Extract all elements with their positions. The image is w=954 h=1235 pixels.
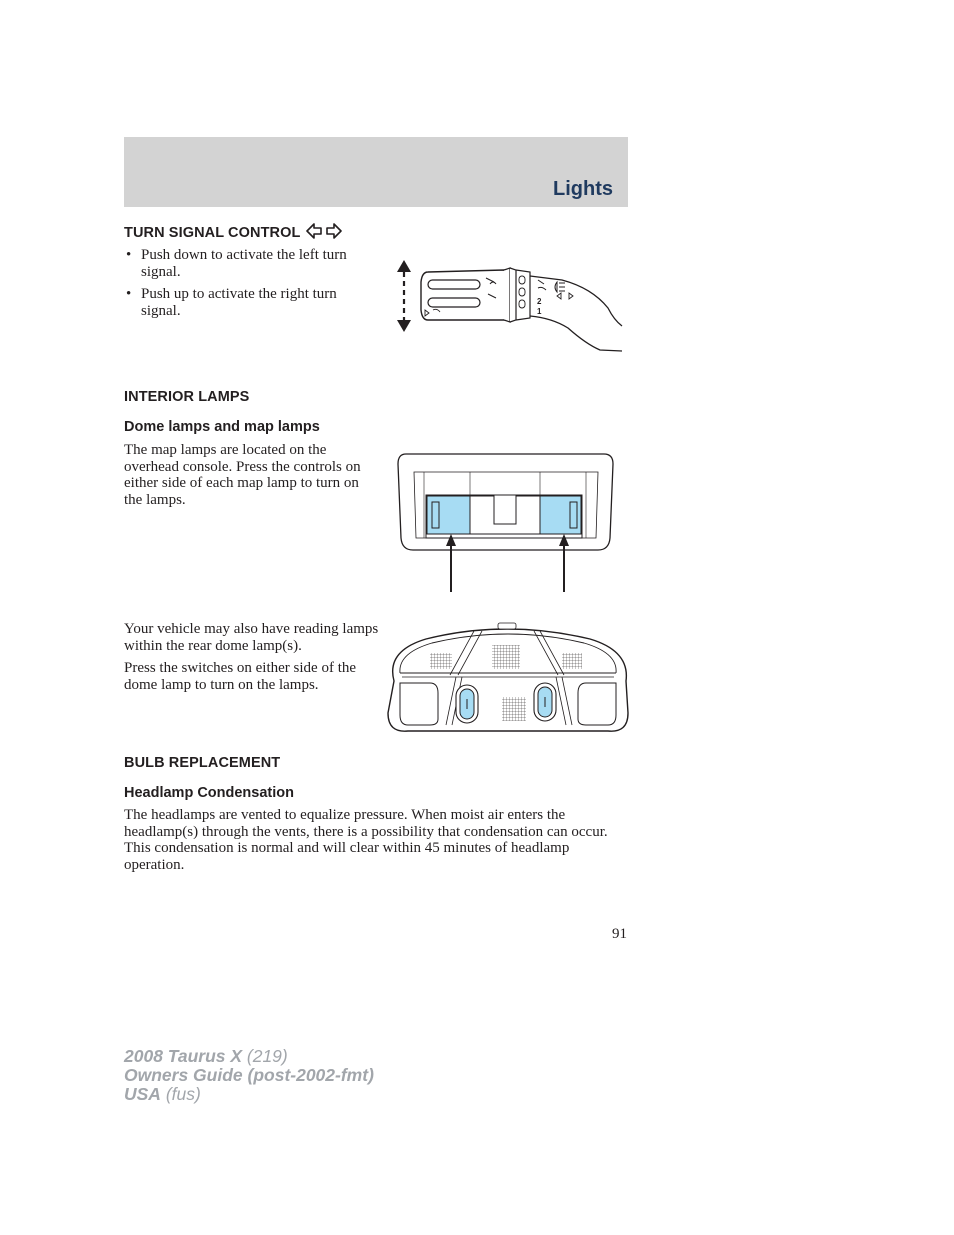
dome-switch-left [456,685,478,723]
headlamp-condensation-paragraph: The headlamps are vented to equalize pressure. When moist air enters the headlamp(s) through the vents, there is a possibility that condensation can occur. This condensation is normal and will clear within 45 minutes of headlamp operation. [124,807,608,873]
interior-lamps-heading: INTERIOR LAMPS [124,389,250,405]
footer-line-2: Owners Guide (post-2002-fmt) [124,1065,374,1085]
document-footer [124,1047,374,1104]
stalk-label-1: 1 [537,307,542,316]
rear-dome-lamp-illustration [386,621,630,735]
headlamp-flash-icon [555,282,573,299]
footer-line-1 [124,1047,374,1066]
reading-lamps-paragraph: Your vehicle may also have reading lamps within the rear dome lamp(s). [124,621,379,654]
turn-signal-heading-text: TURN SIGNAL CONTROL [124,225,301,241]
list-item: • Push up to activate the right turn signal. [124,286,379,319]
bulb-replacement-heading: BULB REPLACEMENT [124,755,281,771]
headlamp-condensation-subheading: Headlamp Condensation [124,785,294,801]
dome-switch-right [534,683,556,721]
up-down-arrow-icon [397,260,411,332]
turn-signal-heading [124,222,342,241]
footer-model-code: (219) [242,1046,288,1066]
footer-line-3 [124,1085,374,1104]
section-header-band [124,137,628,207]
overhead-console-illustration [396,452,615,594]
footer-model: 2008 Taurus X [124,1046,243,1066]
section-title: Lights [553,178,613,200]
turn-signal-list [124,247,379,325]
list-item: • Push down to activate the left turn signal. [124,247,379,280]
turn-signal-stalk-illustration [392,258,628,358]
footer-market: USA [124,1084,161,1104]
turn-signal-arrows-icon [306,222,342,240]
page-number: 91 [612,926,627,942]
stalk-label-2: 2 [537,297,542,306]
map-lamps-paragraph: The map lamps are located on the overhead console. Press the controls on either side of each map lamp to turn on the lamps. [124,442,361,508]
dome-map-lamps-subheading: Dome lamps and map lamps [124,419,320,435]
footer-market-code: (fus) [160,1084,201,1104]
dome-switches-paragraph: Press the switches on either side of the dome lamp to turn on the lamps. [124,660,357,693]
